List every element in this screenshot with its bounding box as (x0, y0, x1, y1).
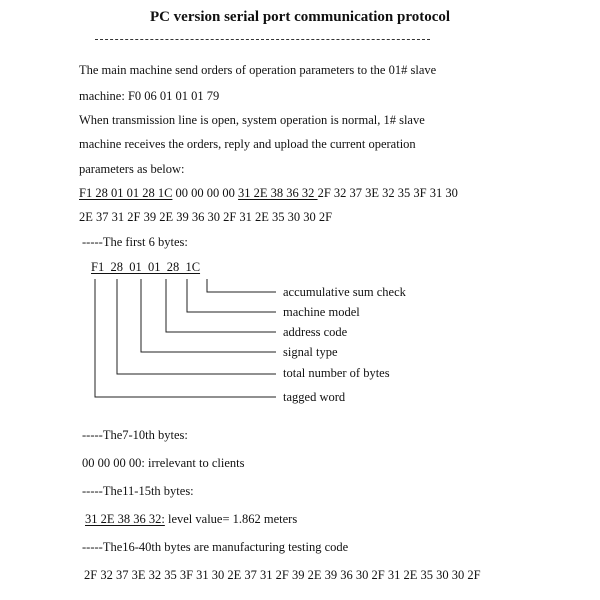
label-machine-model: machine model (283, 305, 360, 319)
bytes16-40-text: 2F 32 37 3E 32 35 3F 31 30 2E 37 31 2F 39 2E 39 36 30 2F 31 2E 35 30 30 2F (84, 568, 481, 582)
intro-line-5: parameters as below: (79, 162, 185, 176)
label-accumulative-sum-check: accumulative sum check (283, 285, 406, 299)
intro-line-1: The main machine send orders of operation parameters to the 01# slave (79, 63, 437, 77)
intro-line-3: When transmission line is open, system operation is normal, 1# slave (79, 113, 425, 127)
packet-segment-11-15: 31 2E 38 36 32 (238, 186, 318, 200)
packet-line-2: 2E 37 31 2F 39 2E 39 36 30 2F 31 2E 35 30 30 2F (79, 210, 333, 224)
label-address-code: address code (283, 325, 348, 339)
label-total-number-of-bytes: total number of bytes (283, 366, 390, 380)
bytes11-15-heading: -----The11-15th bytes: (82, 484, 194, 498)
bytes11-15-line (85, 511, 297, 527)
level-value-text: level value= 1.862 meters (164, 512, 298, 526)
intro-line-4: machine receives the orders, reply and upload the current operation (79, 137, 416, 151)
packet-segment-7-10: 00 00 00 00 (172, 186, 239, 200)
packet-segment-16-plus: 2F 32 37 3E 32 35 3F 31 30 (317, 186, 458, 200)
intro-line-2: machine: F0 06 01 01 01 79 (79, 89, 220, 103)
bytes7-10-text: 00 00 00 00: irrelevant to clients (82, 456, 245, 470)
bytes7-10-heading: -----The7-10th bytes: (82, 428, 188, 442)
level-value-bytes: 31 2E 38 36 32: (85, 512, 165, 526)
label-signal-type: signal type (283, 345, 338, 359)
packet-segment-first6: F1 28 01 01 28 1C (79, 186, 173, 200)
label-tagged-word: tagged word (283, 390, 346, 404)
first6-heading: -----The first 6 bytes: (82, 235, 188, 249)
bytes16-40-heading: -----The16-40th bytes are manufacturing testing code (82, 540, 349, 554)
page-title: PC version serial port communication protocol (149, 9, 451, 25)
first6-bytes: F1 28 01 01 28 1C (91, 260, 201, 274)
